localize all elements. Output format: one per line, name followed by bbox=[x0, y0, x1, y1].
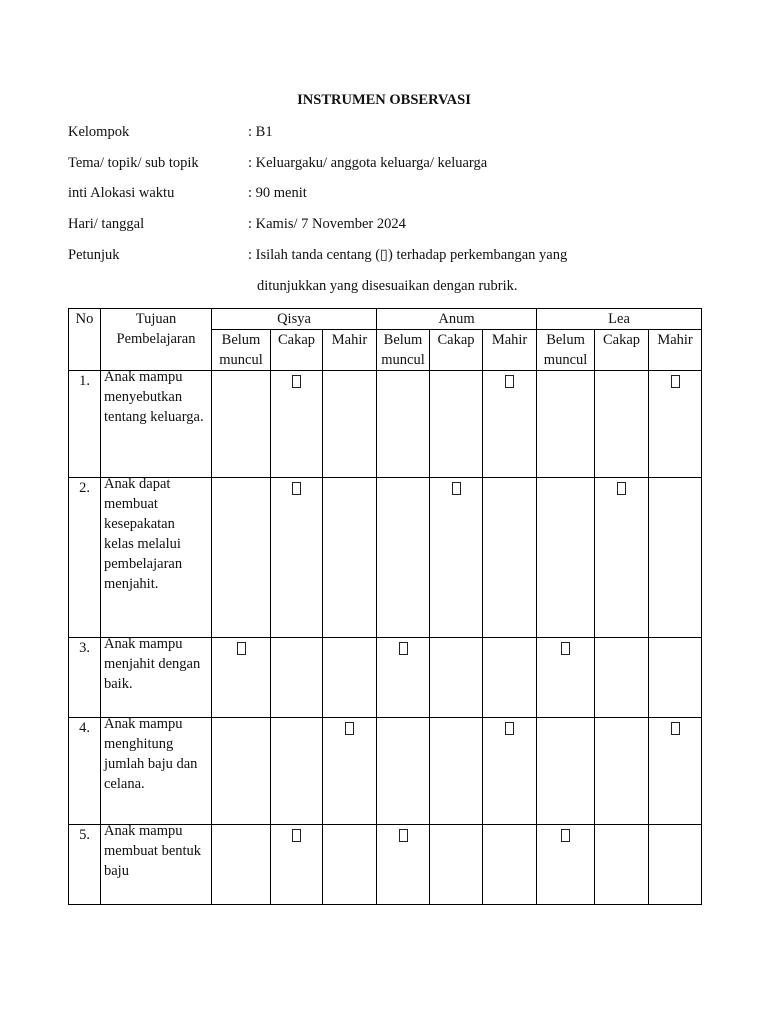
mark-cell bbox=[212, 638, 271, 718]
mark-cell bbox=[323, 718, 377, 825]
meta-row-kelompok bbox=[68, 124, 708, 144]
mark-cell bbox=[595, 718, 649, 825]
header-level-cakap: Cakap bbox=[430, 330, 483, 371]
mark-cell bbox=[271, 718, 323, 825]
mark-cell bbox=[377, 638, 430, 718]
mark-cell bbox=[430, 371, 483, 478]
meta-value: : Isilah tanda centang (▯) terhadap perkembangan yang bbox=[248, 247, 568, 263]
meta-row-tema bbox=[68, 155, 708, 175]
header-student-qisya: Qisya bbox=[212, 309, 377, 330]
header-level-cakap: Cakap bbox=[595, 330, 649, 371]
checkmark-icon bbox=[237, 642, 246, 655]
mark-cell bbox=[323, 638, 377, 718]
row-goal-cell bbox=[101, 825, 212, 905]
mark-cell bbox=[323, 478, 377, 638]
header-level-mahir: Mahir bbox=[483, 330, 537, 371]
meta-row-alokasi-waktu bbox=[68, 185, 708, 205]
mark-cell bbox=[595, 478, 649, 638]
table-row bbox=[69, 718, 702, 825]
row-goal-text: Anak dapat membuat kesepakatan kelas melalui pembelajaran menjahit. bbox=[104, 476, 183, 592]
mark-cell bbox=[649, 825, 702, 905]
header-student-anum: Anum bbox=[377, 309, 537, 330]
row-number: 2. bbox=[69, 478, 101, 638]
mark-cell bbox=[430, 825, 483, 905]
row-goal-cell bbox=[101, 478, 212, 638]
mark-cell bbox=[271, 478, 323, 638]
mark-cell bbox=[649, 478, 702, 638]
row-goal-text: Anak mampu membuat bentuk baju bbox=[104, 823, 202, 879]
mark-cell bbox=[271, 825, 323, 905]
petunjuk-continuation: ditunjukkan yang disesuaikan dengan rubrik. bbox=[257, 278, 518, 294]
mark-cell bbox=[323, 825, 377, 905]
mark-cell bbox=[595, 371, 649, 478]
table-body bbox=[69, 371, 702, 905]
mark-cell bbox=[537, 371, 595, 478]
header-no: No bbox=[69, 309, 101, 371]
checkmark-icon bbox=[452, 482, 461, 495]
checkmark-icon bbox=[505, 722, 514, 735]
mark-cell bbox=[537, 825, 595, 905]
document-title: INSTRUMEN OBSERVASI bbox=[297, 92, 471, 108]
meta-row-hari-tanggal bbox=[68, 216, 708, 236]
mark-cell bbox=[483, 371, 537, 478]
meta-label: Tema/ topik/ sub topik bbox=[68, 155, 199, 171]
meta-value: : Kamis/ 7 November 2024 bbox=[248, 216, 406, 232]
mark-cell bbox=[483, 825, 537, 905]
checkmark-icon bbox=[399, 829, 408, 842]
mark-cell bbox=[483, 718, 537, 825]
table-row bbox=[69, 825, 702, 905]
table-row bbox=[69, 638, 702, 718]
mark-cell bbox=[377, 825, 430, 905]
mark-cell bbox=[212, 478, 271, 638]
row-goal-cell bbox=[101, 718, 212, 825]
mark-cell bbox=[595, 638, 649, 718]
meta-value: : B1 bbox=[248, 124, 273, 140]
checkmark-icon bbox=[292, 482, 301, 495]
mark-cell bbox=[377, 718, 430, 825]
checkmark-icon bbox=[561, 642, 570, 655]
header-level-belum-muncul: Belum muncul bbox=[212, 330, 271, 371]
row-goal-text: Anak mampu menjahit dengan baik. bbox=[104, 636, 201, 692]
checkmark-icon bbox=[292, 375, 301, 388]
checkmark-icon bbox=[671, 722, 680, 735]
mark-cell bbox=[649, 638, 702, 718]
meta-label: Petunjuk bbox=[68, 247, 120, 263]
mark-cell bbox=[537, 718, 595, 825]
mark-cell bbox=[595, 825, 649, 905]
checkmark-icon bbox=[399, 642, 408, 655]
mark-cell bbox=[271, 371, 323, 478]
header-tujuan-pembelajaran: Tujuan Pembelajaran bbox=[101, 309, 212, 371]
mark-cell bbox=[430, 638, 483, 718]
row-number: 4. bbox=[69, 718, 101, 825]
mark-cell bbox=[377, 371, 430, 478]
row-goal-cell bbox=[101, 638, 212, 718]
mark-cell bbox=[649, 371, 702, 478]
mark-cell bbox=[377, 478, 430, 638]
header-level-mahir: Mahir bbox=[323, 330, 377, 371]
header-level-belum-muncul: Belum muncul bbox=[377, 330, 430, 371]
header-level-cakap: Cakap bbox=[271, 330, 323, 371]
header-student-lea: Lea bbox=[537, 309, 702, 330]
row-number: 3. bbox=[69, 638, 101, 718]
mark-cell bbox=[323, 371, 377, 478]
meta-value: : Keluargaku/ anggota keluarga/ keluarga bbox=[248, 155, 488, 171]
mark-cell bbox=[483, 478, 537, 638]
header-level-mahir: Mahir bbox=[649, 330, 702, 371]
checkmark-icon bbox=[671, 375, 680, 388]
checkmark-icon bbox=[561, 829, 570, 842]
row-number: 5. bbox=[69, 825, 101, 905]
mark-cell bbox=[537, 478, 595, 638]
observation-table bbox=[68, 308, 702, 905]
meta-label: inti Alokasi waktu bbox=[68, 185, 175, 201]
mark-cell bbox=[430, 718, 483, 825]
row-goal-cell bbox=[101, 371, 212, 478]
row-goal-text: Anak mampu menyebutkan tentang keluarga. bbox=[104, 369, 204, 425]
checkmark-icon bbox=[292, 829, 301, 842]
meta-row-petunjuk bbox=[68, 247, 708, 267]
meta-label: Kelompok bbox=[68, 124, 130, 140]
mark-cell bbox=[430, 478, 483, 638]
mark-cell bbox=[649, 718, 702, 825]
row-goal-text: Anak mampu menghitung jumlah baju dan celana. bbox=[104, 716, 198, 792]
row-number: 1. bbox=[69, 371, 101, 478]
checkmark-icon bbox=[505, 375, 514, 388]
mark-cell bbox=[537, 638, 595, 718]
meta-label: Hari/ tanggal bbox=[68, 216, 145, 232]
header-level-belum-muncul: Belum muncul bbox=[537, 330, 595, 371]
table-row bbox=[69, 478, 702, 638]
mark-cell bbox=[483, 638, 537, 718]
meta-value: : 90 menit bbox=[248, 185, 307, 201]
table-row bbox=[69, 371, 702, 478]
mark-cell bbox=[212, 371, 271, 478]
checkmark-icon bbox=[345, 722, 354, 735]
mark-cell bbox=[212, 825, 271, 905]
mark-cell bbox=[212, 718, 271, 825]
mark-cell bbox=[271, 638, 323, 718]
checkmark-icon bbox=[617, 482, 626, 495]
